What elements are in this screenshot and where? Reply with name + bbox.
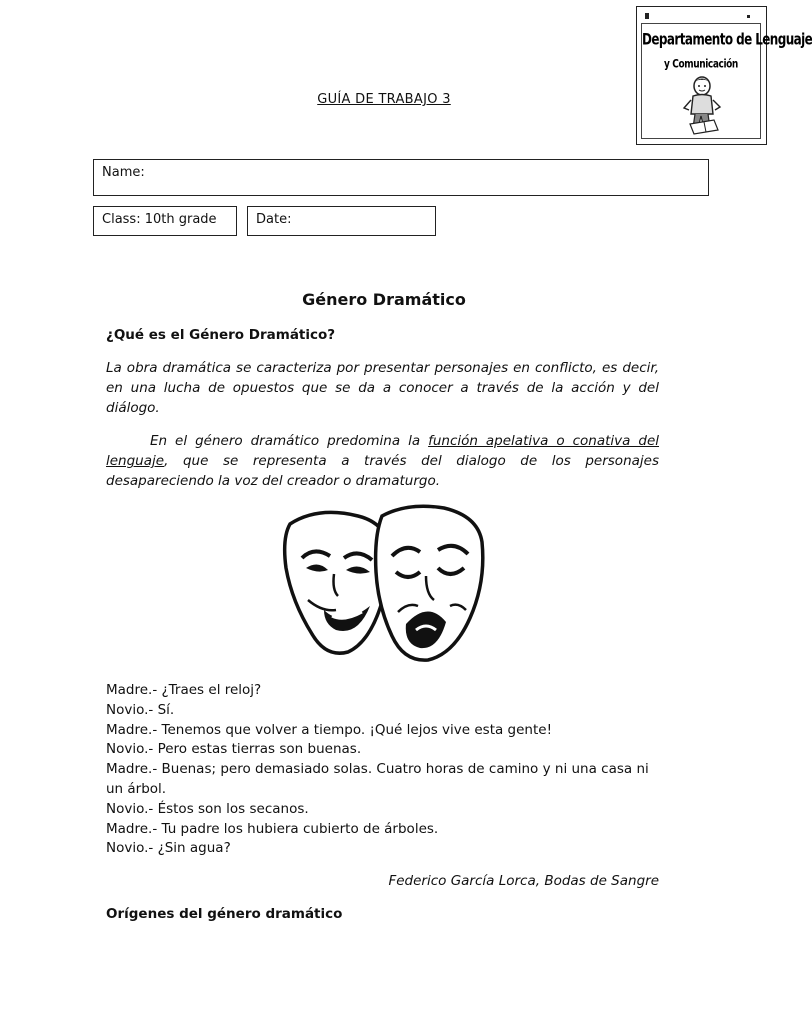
citation: Federico García Lorca, Bodas de Sangre: [388, 873, 659, 889]
logo-title: Departamento de Lenguaje: [642, 29, 812, 49]
dialogue-line: Madre.- Tu padre los hubiera cubierto de árboles.: [106, 820, 439, 837]
date-label: Date:: [256, 212, 292, 227]
dialogue-line: Madre.- Buenas; pero demasiado solas. Cuatro horas de camino y ni una casa ni un árbol.: [106, 761, 649, 797]
function-paragraph: [106, 431, 659, 491]
section-question: ¿Qué es el Género Dramático?: [106, 327, 336, 343]
dialogue-line: Novio.- Éstos son los secanos.: [106, 800, 309, 817]
dialogue-line: Novio.- Pero estas tierras son buenas.: [106, 741, 362, 758]
dialogue-line: Madre.- Tenemos que volver a tiempo. ¡Qué lejos vive esta gente!: [106, 721, 553, 738]
logo-inner-frame: [641, 23, 812, 139]
logo-mark-left: [645, 13, 649, 19]
name-label: Name:: [102, 165, 145, 180]
department-logo: [636, 6, 812, 145]
dialogue-line: Novio.- Sí.: [106, 701, 175, 718]
dialogue-line: Madre.- ¿Traes el reloj?: [106, 682, 262, 698]
document-heading: Género Dramático: [302, 290, 466, 309]
dialogue-excerpt: [106, 681, 666, 859]
logo-mark-right: [747, 15, 750, 18]
class-field[interactable]: [93, 206, 237, 236]
para2-text-end: , que se representa a través del dialogo de los personajes desapareciendo la voz del creador o dramaturgo.: [106, 453, 659, 489]
para2-underlined-term: función apelativa o conativa del lenguaje: [106, 433, 659, 469]
guide-title: GUÍA DE TRABAJO 3: [317, 92, 451, 107]
para2-text-start: En el género dramático predomina la: [150, 433, 429, 449]
logo-subtitle: y Comunicación: [664, 58, 738, 72]
name-field[interactable]: [93, 159, 709, 196]
comedy-tragedy-masks-icon: [278, 502, 488, 664]
date-field[interactable]: [247, 206, 436, 236]
definition-paragraph: La obra dramática se caracteriza por presentar personajes en conflicto, es decir, en una lucha de opuestos que se da a conocer a través de la acción y del diálogo.: [106, 360, 659, 416]
class-label: Class: 10th grade: [102, 212, 217, 227]
section-heading-origins: Orígenes del género dramático: [106, 906, 343, 922]
dialogue-line: Novio.- ¿Sin agua?: [106, 840, 231, 857]
